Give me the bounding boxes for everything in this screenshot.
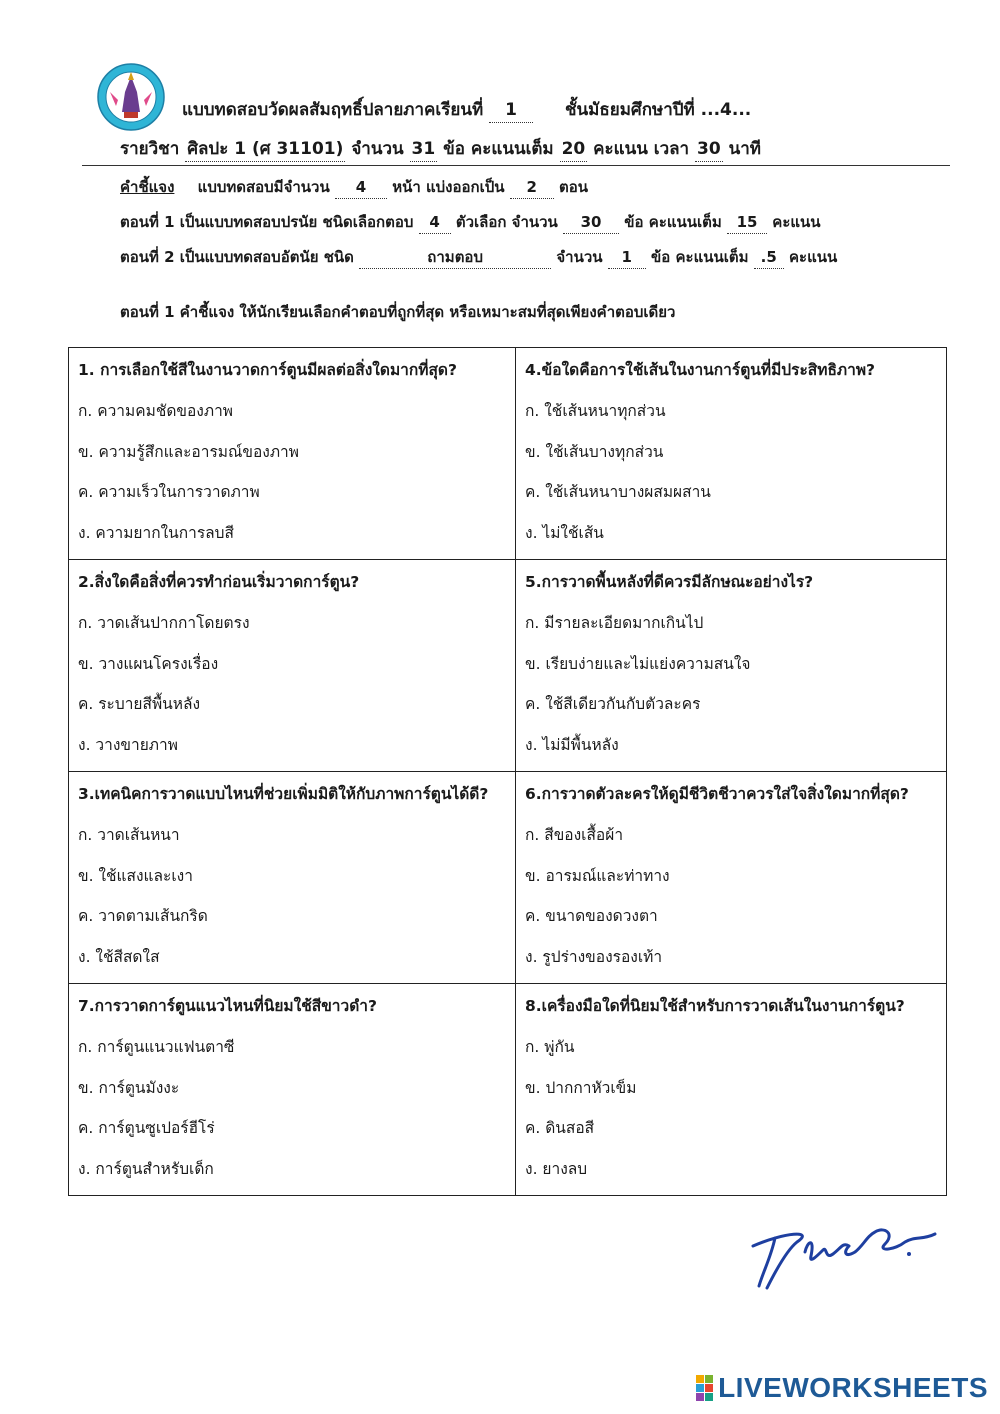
option[interactable]: ง. การ์ตูนสำหรับเด็ก	[78, 1159, 214, 1178]
option[interactable]: ข. การ์ตูนมังงะ	[78, 1078, 180, 1097]
table-row	[69, 984, 947, 1196]
test-title-line	[182, 98, 751, 123]
part2-line	[120, 246, 837, 269]
part2-label: ตอนที่ 2 เป็นแบบทดสอบอัตนัย ชนิด	[120, 248, 354, 266]
test-title: แบบทดสอบวัดผลสัมฤทธิ์ปลายภาคเรียนที่	[182, 100, 484, 120]
part1-score: 15	[727, 211, 767, 234]
question-cell	[69, 772, 516, 984]
question-text: 4.ข้อใดคือการใช้เส้นในงานการ์ตูนที่มีประสิทธิภาพ?	[525, 361, 876, 379]
count-label: จำนวน	[351, 139, 404, 159]
option[interactable]: ง. ใช้สีสดใส	[78, 947, 160, 966]
question-text: 7.การวาดการ์ตูนแนวไหนที่นิยมใช้สีขาวดำ?	[78, 997, 377, 1015]
question-text: 8.เครื่องมือใดที่นิยมใช้สำหรับการวาดเส้นในงานการ์ตูน?	[525, 997, 905, 1015]
table-row	[69, 348, 947, 560]
option[interactable]: ค. ความเร็วในการวาดภาพ	[78, 483, 260, 501]
table-row	[69, 772, 947, 984]
option[interactable]: ก. มีรายละเอียดมากเกินไป	[525, 614, 704, 632]
option[interactable]: ก. สีของเสื้อผ้า	[525, 826, 624, 844]
instructions-line	[120, 176, 588, 199]
question-text: 3.เทคนิคการวาดแบบไหนที่ช่วยเพิ่มมิติให้กับภาพการ์ตูนได้ดี?	[78, 785, 489, 803]
liveworksheets-logo	[696, 1372, 988, 1404]
option[interactable]: ก. ความคมชัดของภาพ	[78, 402, 234, 420]
question-cell	[69, 560, 516, 772]
score-unit: คะแนน เวลา	[593, 139, 690, 159]
question-cell	[69, 984, 516, 1196]
question-cell	[516, 984, 947, 1196]
option[interactable]: ก. วาดเส้นปากกาโดยตรง	[78, 614, 250, 632]
option[interactable]: ค. วาดตามเส้นกริด	[78, 907, 208, 925]
level-value: ...4...	[700, 100, 752, 120]
option[interactable]: ก. วาดเส้นหนา	[78, 826, 180, 844]
option[interactable]: ค. ใช้เส้นหนาบางผสมผสาน	[525, 483, 711, 501]
signature	[745, 1212, 940, 1292]
time-unit: นาที	[728, 139, 761, 159]
time-value: 30	[695, 137, 723, 162]
option[interactable]: ข. วางแผนโครงเรื่อง	[78, 654, 219, 673]
question-table	[68, 347, 947, 1196]
parts-value: 2	[510, 176, 554, 199]
header-divider	[82, 165, 950, 166]
option[interactable]: ข. ใช้แสงและเงา	[78, 866, 193, 885]
part1-label: ตอนที่ 1 เป็นแบบทดสอบปรนัย ชนิดเลือกตอบ	[120, 213, 414, 231]
option[interactable]: ค. ขนาดของดวงตา	[525, 907, 658, 925]
option[interactable]: ง. ไม่มีพื้นหลัง	[525, 735, 619, 754]
brand-blocks-icon	[696, 1375, 714, 1401]
part2-count-label: จำนวน	[556, 248, 603, 266]
count-value: 31	[410, 137, 438, 162]
part1-score-unit: คะแนน	[772, 213, 821, 231]
question-cell	[516, 348, 947, 560]
question-cell	[516, 772, 947, 984]
pages-value: 4	[335, 176, 387, 199]
subject-line	[120, 137, 761, 162]
parts-unit: ตอน	[558, 178, 588, 196]
part2-type: ถามตอบ	[359, 246, 551, 269]
part1-choices: 4	[419, 211, 451, 234]
question-cell	[69, 348, 516, 560]
count-unit: ข้อ คะแนนเต็ม	[443, 139, 554, 159]
question-text: 6.การวาดตัวละครให้ดูมีชีวิตชีวาควรใส่ใจสิ่งใดมากที่สุด?	[525, 785, 909, 803]
option[interactable]: ค. การ์ตูนซูเปอร์ฮีโร่	[78, 1119, 215, 1137]
option[interactable]: ข. ใช้เส้นบางทุกส่วน	[525, 442, 664, 461]
question-cell	[516, 560, 947, 772]
option[interactable]: ข. ปากกาหัวเข็ม	[525, 1078, 637, 1097]
part2-count: 1	[608, 246, 646, 269]
level-label: ชั้นมัธยมศึกษาปีที่	[565, 100, 695, 120]
brand-text: LIVEWORKSHEETS	[718, 1372, 988, 1403]
question-text: 1. การเลือกใช้สีในงานวาดการ์ตูนมีผลต่อสิ่งใดมากที่สุด?	[78, 361, 457, 379]
part1-count: 30	[563, 211, 619, 234]
instructions-label: คำชี้แจง	[120, 178, 175, 196]
full-score-value: 20	[560, 137, 588, 162]
option[interactable]: ข. เรียบง่ายและไม่แย่งความสนใจ	[525, 654, 751, 673]
option[interactable]: ค. ระบายสีพื้นหลัง	[78, 695, 201, 713]
option[interactable]: ค. ดินสอสี	[525, 1119, 595, 1137]
option[interactable]: ข. ความรู้สึกและอารมณ์ของภาพ	[78, 442, 299, 461]
part2-score: .5	[754, 246, 784, 269]
option[interactable]: ค. ใช้สีเดียวกันกับตัวละคร	[525, 695, 701, 713]
option[interactable]: ง. ความยากในการลบสี	[78, 523, 234, 542]
option[interactable]: ง. วางขายภาพ	[78, 735, 178, 754]
part1-choices-unit: ตัวเลือก จำนวน	[455, 213, 558, 231]
table-row	[69, 560, 947, 772]
option[interactable]: ง. ยางลบ	[525, 1159, 588, 1178]
option[interactable]: ก. การ์ตูนแนวแฟนตาซี	[78, 1038, 235, 1056]
part1-line	[120, 211, 821, 234]
school-logo	[96, 62, 166, 132]
question-text: 5.การวาดพื้นหลังที่ดีควรมีลักษณะอย่างไร?	[525, 573, 814, 591]
part2-score-unit: คะแนน	[788, 248, 838, 266]
section1-instruction: ตอนที่ 1 คำชี้แจง ให้นักเรียนเลือกคำตอบที่ถูกที่สุด หรือเหมาะสมที่สุดเพียงคำตอบเดียว	[120, 303, 676, 321]
question-text: 2.สิ่งใดคือสิ่งที่ควรทำก่อนเริ่มวาดการ์ตูน?	[78, 573, 360, 591]
option[interactable]: ง. รูปร่างของรองเท้า	[525, 947, 663, 966]
subject-value: ศิลปะ 1 (ศ 31101)	[185, 137, 345, 162]
pages-label: แบบทดสอบมีจำนวน	[197, 178, 330, 196]
option[interactable]: ข. อารมณ์และท่าทาง	[525, 866, 670, 885]
part1-count-unit: ข้อ คะแนนเต็ม	[624, 213, 722, 231]
option[interactable]: ก. พู่กัน	[525, 1038, 575, 1056]
pages-unit: หน้า แบ่งออกเป็น	[392, 178, 505, 196]
option[interactable]: ง. ไม่ใช้เส้น	[525, 523, 604, 542]
option[interactable]: ก. ใช้เส้นหนาทุกส่วน	[525, 402, 666, 420]
part2-count-unit: ข้อ คะแนนเต็ม	[651, 248, 749, 266]
semester-value: 1	[489, 98, 533, 123]
subject-label: รายวิชา	[120, 139, 180, 159]
